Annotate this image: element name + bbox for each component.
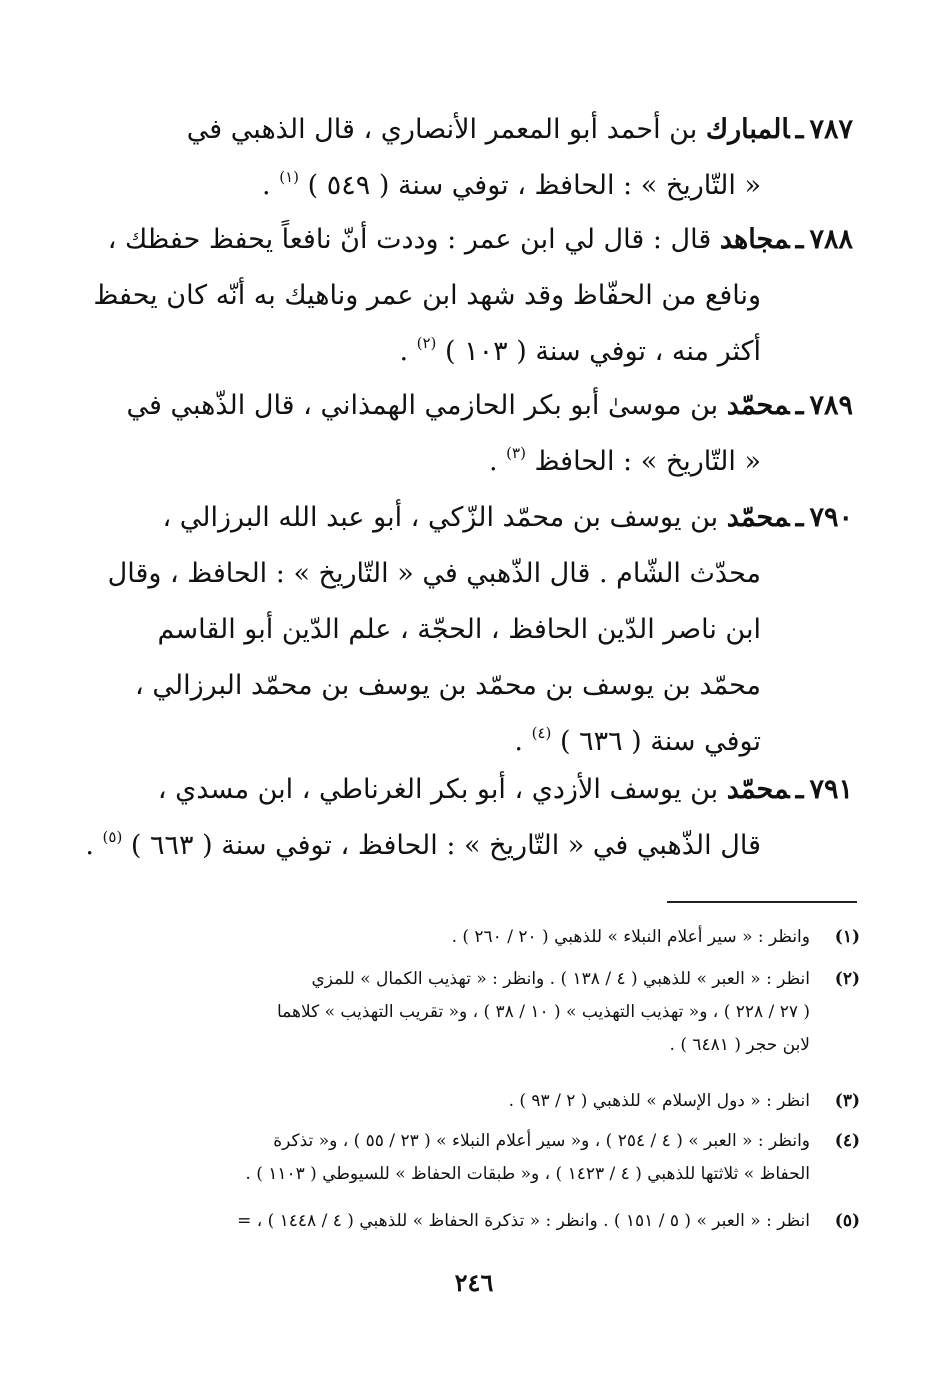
- entry-end: .: [85, 830, 94, 861]
- footnote-text: انظر : « العبر » للذهبي ( ٤ / ١٣٨ ) . وانظر : « تهذيب الكمال » للمزي: [311, 969, 810, 989]
- entry-number: ٧٩١: [809, 774, 853, 805]
- entry-line: [85, 818, 853, 874]
- entry-line: [108, 102, 853, 158]
- footnote-line: [100, 996, 860, 1029]
- footnote-number: (٢): [834, 969, 860, 989]
- footnote-text: ( ٢٧ / ٢٢٨ ) ، و« تهذيب التهذيب » ( ١٠ / ٣٨ ) ، و« تقريب التهذيب » كلاهما: [277, 1002, 810, 1022]
- entry-name: المبارك: [705, 114, 790, 145]
- footnote-line: [100, 921, 860, 954]
- footnote-5: [100, 1205, 860, 1238]
- entry-line: [93, 268, 853, 324]
- footnote-ref: (٢): [416, 334, 437, 352]
- footnote-line: [100, 963, 860, 996]
- page-number: ٢٤٦: [454, 1268, 494, 1297]
- entry-text: ونافع من الحفّاظ وقد شهد ابن عمر وناهيك به أنّه كان يحفظ: [93, 280, 761, 311]
- entry-line: [108, 762, 853, 818]
- entry-end: .: [488, 446, 498, 477]
- footnote-4: [100, 1125, 860, 1191]
- footnote-ref: (١): [279, 168, 300, 186]
- entry-dash: ـ: [795, 774, 804, 805]
- entry-end: .: [399, 336, 409, 367]
- footnote-line: [100, 1029, 860, 1062]
- entry-number: ٧٨٩: [809, 390, 853, 421]
- entry-text: أكثر منه ، توفي سنة ( ١٠٣ ): [445, 336, 761, 367]
- footnote-number: (٤): [834, 1131, 860, 1151]
- entry-text: بن أحمد أبو المعمر الأنصاري ، قال الذهبي في: [186, 114, 698, 145]
- entry-788: [93, 212, 853, 380]
- footnote-text: وانظر : « العبر » ( ٤ / ٢٥٤ ) ، و« سير أعلام النبلاء » ( ٢٣ / ٥٥ ) ، و« تذكرة: [273, 1131, 810, 1151]
- footnote-text: انظر : « العبر » ( ٥ / ١٥١ ) . وانظر : « تذكرة الحفاظ » للذهبي ( ٤ / ١٤٤٨ ) ، =: [237, 1211, 810, 1231]
- entry-text: قال : قال لي ابن عمر : وددت أنّ نافعاً يحفظ حفظك ،: [107, 224, 712, 255]
- entry-790: [108, 490, 853, 770]
- entry-end: .: [514, 726, 523, 757]
- entry-line: [108, 378, 853, 434]
- entry-number: ٧٨٨: [809, 224, 853, 255]
- entry-789: [108, 378, 853, 490]
- entry-text: « التّاريخ » : الحافظ: [534, 446, 761, 477]
- footnote-ref: (٥): [102, 828, 123, 846]
- entry-787: [108, 102, 853, 214]
- entry-line: [108, 212, 853, 268]
- footnote-number: (٥): [834, 1211, 860, 1231]
- footnote-text: لابن حجر ( ٦٤٨١ ) .: [669, 1035, 810, 1055]
- footnote-separator: [667, 901, 857, 903]
- entry-text: محمّد بن يوسف بن محمّد بن يوسف بن محمّد البرزالي ،: [135, 670, 761, 701]
- entry-791: [85, 762, 853, 874]
- entry-text: بن يوسف بن محمّد الزّكي ، أبو عبد الله البرزالي ،: [162, 502, 719, 533]
- entry-number: ٧٨٧: [809, 114, 853, 145]
- footnote-2: [100, 963, 860, 1062]
- entry-line: [108, 658, 853, 714]
- entry-text: « التّاريخ » : الحافظ ، توفي سنة ( ٥٤٩ ): [307, 170, 761, 201]
- footnote-line: [100, 1125, 860, 1158]
- footnote-number: (١): [834, 927, 860, 947]
- entry-dash: ـ: [795, 114, 804, 145]
- entry-text: بن يوسف الأزدي ، أبو بكر الغرناطي ، ابن مسدي ،: [157, 774, 719, 805]
- entry-name: مجاهد: [719, 224, 790, 255]
- footnote-ref: (٤): [531, 724, 552, 742]
- footnote-line: [100, 1205, 860, 1238]
- entry-dash: ـ: [795, 224, 804, 255]
- footnote-ref: (٣): [506, 444, 526, 462]
- entry-line: [108, 546, 853, 602]
- footnote-number: (٣): [834, 1091, 860, 1111]
- entry-line: [108, 158, 853, 214]
- entry-end: .: [262, 170, 271, 201]
- footnote-1: [100, 921, 860, 954]
- entry-dash: ـ: [795, 390, 804, 421]
- footnote-text: انظر : « دول الإسلام » للذهبي ( ٢ / ٩٣ ) .: [508, 1091, 810, 1111]
- footnote-line: [100, 1158, 860, 1191]
- entry-text: ابن ناصر الدّين الحافظ ، الحجّة ، علم الدّين أبو القاسم: [157, 614, 761, 645]
- entry-text: قال الذّهبي في « التّاريخ » : الحافظ ، توفي سنة ( ٦٦٣ ): [130, 830, 761, 861]
- entry-line: [108, 324, 853, 380]
- footnote-text: الحفاظ » ثلاثتها للذهبي ( ٤ / ١٤٢٣ ) ، و« طبقات الحفاظ » للسيوطي ( ١١٠٣ ) .: [245, 1164, 810, 1184]
- entry-text: بن موسىٰ أبو بكر الحازمي الهمذاني ، قال الذّهبي في: [126, 390, 719, 421]
- entry-name: محمّد: [726, 390, 790, 421]
- entry-line: [108, 434, 853, 490]
- entry-line: [108, 602, 853, 658]
- entry-line: [108, 490, 853, 546]
- entry-name: محمّد: [726, 502, 790, 533]
- footnote-3: [100, 1085, 860, 1118]
- entry-number: ٧٩٠: [809, 502, 853, 533]
- entry-dash: ـ: [795, 502, 804, 533]
- footnote-text: وانظر : « سير أعلام النبلاء » للذهبي ( ٢٠ / ٢٦٠ ) .: [451, 927, 810, 947]
- entry-text: محدّث الشّام . قال الذّهبي في « التّاريخ » : الحافظ ، وقال: [107, 558, 761, 589]
- footnote-line: [100, 1085, 860, 1118]
- entry-text: توفي سنة ( ٦٣٦ ): [559, 726, 761, 757]
- entry-name: محمّد: [726, 774, 790, 805]
